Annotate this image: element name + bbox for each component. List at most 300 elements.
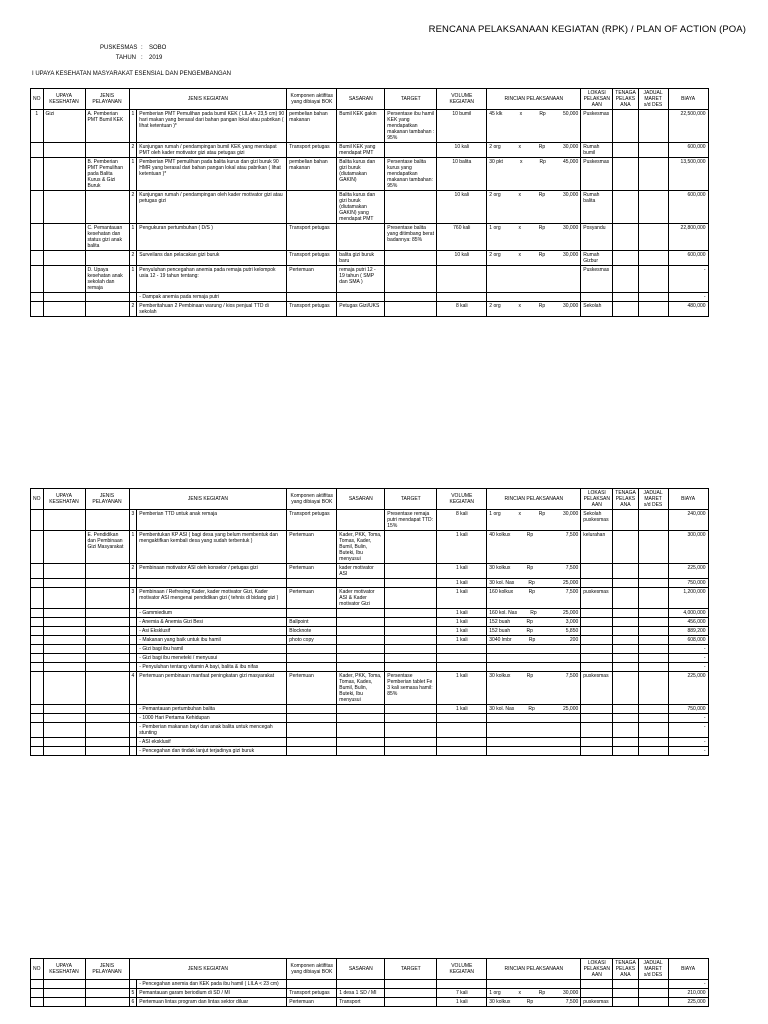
cell-komp — [287, 747, 337, 756]
rincian-r2: x — [518, 225, 521, 231]
cell-bia: 600,000 — [668, 143, 708, 158]
cell-bia: - — [668, 645, 708, 654]
rincian-r4: 200 — [569, 637, 579, 643]
rincian-r2: Rp — [528, 580, 535, 586]
cell-keg: Pemantauan garam beriodium di SD / MI — [137, 989, 287, 998]
cell-tgt — [385, 980, 437, 989]
column-header-kegiatan: JENIS KEGIATAN — [129, 959, 287, 980]
cell-komp: Transport petugas — [287, 143, 337, 158]
cell-ten — [613, 672, 638, 705]
column-header-no: NO — [31, 489, 44, 510]
cell-komp: pembelian bahan makanan — [287, 158, 337, 191]
rincian-detail — [489, 637, 578, 643]
cell-no — [31, 618, 44, 627]
cell-vol — [437, 654, 487, 663]
cell-upaya — [43, 738, 85, 747]
rincian-r2: x — [518, 511, 521, 517]
cell-sas: Bumil KEK gakin — [337, 110, 385, 143]
rincian-r3: Rp — [538, 144, 546, 150]
cell-ten — [613, 293, 638, 302]
cell-jenis: E. Pendidikan dan Pembinaan Gizi Masyarakat — [85, 531, 129, 564]
cell-lok: Rumah bumil — [581, 143, 613, 158]
cell-tgt — [385, 302, 437, 317]
column-header-upaya: UPAYA KESEHATAN — [43, 89, 85, 110]
rincian-r1: 1 org — [489, 225, 501, 231]
cell-komp: Blocknote — [287, 627, 337, 636]
cell-jenis — [85, 627, 129, 636]
cell-keg: - Gizi bagi ibu meneteki / menyusui — [137, 654, 287, 663]
cell-bia: 608,000 — [668, 636, 708, 645]
cell-keg: - Makanan yang baik untuk ibu hamil — [137, 636, 287, 645]
rincian-detail — [489, 192, 578, 198]
cell-upaya — [43, 654, 85, 663]
cell-komp: Pertemuan — [287, 998, 337, 1007]
cell-komp — [287, 191, 337, 224]
cell-kn: 2 — [129, 191, 137, 224]
cell-lok — [581, 723, 613, 738]
cell-lok — [581, 627, 613, 636]
rincian-r4: 30,000 — [562, 511, 579, 517]
tahun-row — [100, 53, 166, 63]
cell-keg: - Dampak anemia pada remaja putri — [137, 293, 287, 302]
cell-sas — [337, 663, 385, 672]
cell-vol: 1 kali — [437, 531, 487, 564]
column-header-tenaga: TENAGA PELAKS ANA — [613, 489, 638, 510]
cell-tgt — [385, 989, 437, 998]
cell-jenis — [85, 251, 129, 266]
cell-kn — [129, 293, 137, 302]
cell-vol — [437, 714, 487, 723]
cell-ten — [613, 747, 638, 756]
rincian-r1: 30 pkt — [489, 159, 503, 165]
column-header-upaya: UPAYA KESEHATAN — [43, 489, 85, 510]
cell-no — [31, 158, 44, 191]
cell-vol: 1 kali — [437, 579, 487, 588]
cell-tgt: Presentase remaja putri mendapat TTD: 15% — [385, 510, 437, 531]
column-header-jenis: JENIS PELAYANAN — [85, 489, 129, 510]
cell-upaya — [43, 224, 85, 251]
cell-keg: Pembinaan motivator ASI oleh konselor / petugas gizi — [137, 564, 287, 579]
cell-jad — [638, 158, 668, 191]
cell-upaya — [43, 191, 85, 224]
cell-jad — [638, 980, 668, 989]
cell-upaya — [43, 564, 85, 579]
cell-lok — [581, 293, 613, 302]
cell-jenis: B. Pemberian PMT Pemulihan pada Balita Kurus & Gizi Buruk — [85, 158, 129, 191]
cell-keg: - Pemberian makanan bayi dan anak balita untuk mencegah stunting — [137, 723, 287, 738]
rincian-r4: 30,000 — [562, 303, 579, 309]
table-row — [31, 645, 709, 654]
cell-keg: Pembinaan / Refresing Kader, kader motivator Gizi, Kader motivator ASI mengenai pendidikan gizi ( tehnis di bidang gizi ) — [137, 588, 287, 609]
cell-rin — [487, 564, 581, 579]
rincian-detail — [489, 225, 578, 231]
cell-lok — [581, 564, 613, 579]
cell-upaya — [43, 723, 85, 738]
table-row — [31, 747, 709, 756]
table-row — [31, 705, 709, 714]
column-header-upaya: UPAYA KESEHATAN — [43, 959, 85, 980]
cell-sas — [337, 579, 385, 588]
rincian-r2: Rp — [528, 637, 536, 643]
table-row — [31, 293, 709, 302]
cell-kn — [129, 705, 137, 714]
cell-kn — [129, 723, 137, 738]
cell-bia: 225,000 — [668, 564, 708, 579]
cell-komp — [287, 609, 337, 618]
cell-kn — [129, 714, 137, 723]
cell-lok: Puskesmas — [581, 266, 613, 293]
cell-lok — [581, 645, 613, 654]
table-row — [31, 723, 709, 738]
cell-tgt — [385, 531, 437, 564]
cell-jad — [638, 636, 668, 645]
cell-komp: Pertemuan — [287, 588, 337, 609]
cell-komp: Pertemuan — [287, 672, 337, 705]
puskesmas-value: SOBO — [149, 45, 167, 51]
cell-komp — [287, 723, 337, 738]
cell-sas: Petugas Gizi/UKS — [337, 302, 385, 317]
cell-jad — [638, 989, 668, 998]
cell-no — [31, 645, 44, 654]
rincian-r3: Rp — [539, 159, 546, 165]
rincian-r1: 2 org — [489, 144, 501, 150]
cell-ten — [613, 714, 638, 723]
cell-rin — [487, 143, 581, 158]
cell-komp: Pertemuan — [287, 266, 337, 293]
cell-rin — [487, 714, 581, 723]
cell-jad — [638, 609, 668, 618]
cell-lok — [581, 747, 613, 756]
rincian-r1: 40 kolkux — [489, 532, 511, 538]
cell-vol: 10 bumil — [437, 110, 487, 143]
cell-jad — [638, 191, 668, 224]
cell-upaya — [43, 672, 85, 705]
cell-keg: - Pencegahan dan tindak lanjut terjadinya gizi buruk — [137, 747, 287, 756]
rincian-r2: Rp — [530, 610, 537, 616]
cell-jad — [638, 293, 668, 302]
cell-jad — [638, 663, 668, 672]
poa-table-2 — [30, 488, 709, 756]
cell-jenis: D. Upaya kesehatan anak sekolah dan remaja — [85, 266, 129, 293]
rincian-r4: 30,000 — [562, 225, 579, 231]
cell-jenis — [85, 705, 129, 714]
cell-upaya — [43, 293, 85, 302]
column-header-lokasi: LOKASI PELAKSAN AAN — [581, 89, 613, 110]
cell-sas — [337, 627, 385, 636]
cell-jenis — [85, 980, 129, 989]
table-header-row — [31, 489, 709, 510]
table-row — [31, 672, 709, 705]
cell-vol: 8 kali — [437, 510, 487, 531]
cell-upaya — [43, 618, 85, 627]
cell-upaya — [43, 266, 85, 293]
document-meta — [100, 43, 166, 63]
rincian-r2: x — [518, 252, 521, 258]
cell-tgt — [385, 293, 437, 302]
cell-rin — [487, 998, 581, 1007]
cell-jad — [638, 579, 668, 588]
rincian-r1: 152 buah — [489, 619, 511, 625]
rincian-detail — [489, 628, 578, 634]
column-header-no: NO — [31, 89, 44, 110]
cell-jad — [638, 110, 668, 143]
cell-upaya — [43, 645, 85, 654]
rincian-r1: 30 kolkux — [489, 673, 511, 679]
column-header-rincian: RINCIAN PELAKSANAAN — [487, 89, 581, 110]
cell-vol: 760 kali — [437, 224, 487, 251]
poa-table-3 — [30, 958, 709, 1007]
cell-kn: 2 — [129, 564, 137, 579]
cell-lok: kelurahan — [581, 531, 613, 564]
cell-keg: Surveilans dan pelacakan gizi buruk — [137, 251, 287, 266]
cell-komp — [287, 705, 337, 714]
cell-jad — [638, 564, 668, 579]
poa-table-1 — [30, 88, 709, 317]
cell-sas — [337, 609, 385, 618]
tahun-label: TAHUN — [115, 55, 136, 61]
column-header-tenaga: TENAGA PELAKS ANA — [613, 959, 638, 980]
cell-tgt — [385, 266, 437, 293]
cell-lok: Sekolah puskesmas — [581, 510, 613, 531]
cell-kn — [129, 636, 137, 645]
cell-keg: - ASI eksklusif — [137, 738, 287, 747]
cell-jenis — [85, 564, 129, 579]
cell-bia: 600,000 — [668, 191, 708, 224]
cell-jenis — [85, 609, 129, 618]
cell-sas: 1 desa 1 SD / MI — [337, 989, 385, 998]
cell-tgt — [385, 723, 437, 738]
cell-jad — [638, 672, 668, 705]
cell-jenis — [85, 510, 129, 531]
cell-jad — [638, 738, 668, 747]
column-header-sasaran: SASARAN — [337, 89, 385, 110]
rincian-r4: 30,000 — [562, 252, 579, 258]
cell-jenis: C. Pemantauan kesehatan dan status gizi anak balita — [85, 224, 129, 251]
cell-lok: Sekolah — [581, 302, 613, 317]
cell-lok — [581, 579, 613, 588]
cell-kn: 2 — [129, 302, 137, 317]
cell-lok — [581, 654, 613, 663]
cell-ten — [613, 609, 638, 618]
cell-bia: 13,500,000 — [668, 158, 708, 191]
cell-no — [31, 738, 44, 747]
cell-kn: 1 — [129, 531, 137, 564]
cell-jenis — [85, 579, 129, 588]
cell-tgt — [385, 143, 437, 158]
column-header-jenis: JENIS PELAYANAN — [85, 959, 129, 980]
cell-no — [31, 251, 44, 266]
table-row — [31, 191, 709, 224]
cell-lok — [581, 618, 613, 627]
cell-jad — [638, 531, 668, 564]
puskesmas-label: PUSKESMAS — [100, 45, 138, 51]
cell-bia: 4,000,000 — [668, 609, 708, 618]
cell-lok — [581, 663, 613, 672]
cell-jenis — [85, 588, 129, 609]
cell-tgt — [385, 191, 437, 224]
cell-vol: 1 kali — [437, 672, 487, 705]
cell-jenis — [85, 293, 129, 302]
cell-no — [31, 998, 44, 1007]
cell-upaya: Gizi — [43, 110, 85, 143]
cell-sas: Bumil KEK yang mendapat PMT — [337, 143, 385, 158]
cell-komp — [287, 980, 337, 989]
rincian-detail — [489, 619, 578, 625]
cell-vol: 1 kali — [437, 998, 487, 1007]
cell-jad — [638, 723, 668, 738]
rincian-r2: Rp — [526, 999, 534, 1005]
cell-jenis — [85, 714, 129, 723]
cell-jenis — [85, 989, 129, 998]
cell-jenis: A. Pemberian PMT Bumil KEK — [85, 110, 129, 143]
rincian-detail — [489, 532, 578, 538]
cell-sas: Balita kurus dan gizi buruk (diutamakan GAKIN) yang mendapat PMT — [337, 191, 385, 224]
cell-upaya — [43, 627, 85, 636]
table-row — [31, 618, 709, 627]
cell-tgt — [385, 579, 437, 588]
cell-jenis — [85, 645, 129, 654]
cell-ten — [613, 510, 638, 531]
cell-sas — [337, 705, 385, 714]
rincian-r4: 30,000 — [562, 192, 579, 198]
cell-jad — [638, 302, 668, 317]
cell-jenis — [85, 998, 129, 1007]
cell-komp — [287, 645, 337, 654]
cell-kn — [129, 579, 137, 588]
cell-bia: 300,000 — [668, 531, 708, 564]
cell-ten — [613, 143, 638, 158]
cell-kn — [129, 618, 137, 627]
cell-lok — [581, 636, 613, 645]
cell-no — [31, 266, 44, 293]
cell-bia: - — [668, 723, 708, 738]
rincian-r4: 7,500 — [565, 565, 579, 571]
cell-tgt — [385, 251, 437, 266]
cell-tgt — [385, 998, 437, 1007]
cell-tgt — [385, 645, 437, 654]
cell-rin — [487, 302, 581, 317]
cell-sas: Balita kurus dan gizi buruk (diutamakan GAKIN) — [337, 158, 385, 191]
cell-no: 1 — [31, 110, 44, 143]
cell-no — [31, 579, 44, 588]
cell-tgt — [385, 618, 437, 627]
column-header-target: TARGET — [385, 489, 437, 510]
cell-rin — [487, 747, 581, 756]
rincian-detail — [489, 511, 578, 517]
cell-komp: Transport petugas — [287, 251, 337, 266]
cell-jad — [638, 224, 668, 251]
cell-bia: - — [668, 293, 708, 302]
cell-keg — [137, 579, 287, 588]
tahun-value: 2019 — [149, 55, 163, 61]
cell-jad — [638, 588, 668, 609]
cell-no — [31, 663, 44, 672]
rincian-r1: 30 kolkux — [489, 565, 511, 571]
cell-keg: Pertemuan lintas program dan lintas sektor diluar — [137, 998, 287, 1007]
cell-sas: Kader, PKK, Toma, Tomas, Kades, Bumil, Bulin, Buteki, Ibu menyusui — [337, 672, 385, 705]
cell-no — [31, 723, 44, 738]
cell-jad — [638, 998, 668, 1007]
cell-kn: 1 — [129, 110, 137, 143]
cell-jenis — [85, 618, 129, 627]
rincian-r3: Rp — [538, 225, 546, 231]
cell-tgt — [385, 627, 437, 636]
rincian-r2: Rp — [526, 532, 534, 538]
cell-rin — [487, 663, 581, 672]
column-header-sasaran: SASARAN — [337, 489, 385, 510]
cell-sas — [337, 510, 385, 531]
column-header-biaya: BIAYA — [668, 489, 708, 510]
table-row — [31, 636, 709, 645]
cell-ten — [613, 636, 638, 645]
cell-tgt: Persentase Pemberian tablet Fe 3 kali semasa hamil: 85% — [385, 672, 437, 705]
cell-bia: 1,200,000 — [668, 588, 708, 609]
puskesmas-row — [100, 43, 166, 53]
cell-jenis — [85, 302, 129, 317]
cell-rin — [487, 609, 581, 618]
cell-tgt — [385, 714, 437, 723]
cell-keg: Kunjungan rumah / pendampingan bumil KEK yang mendapat PMT oleh kader motivator gizi atau petugas gizi — [137, 143, 287, 158]
cell-tgt — [385, 654, 437, 663]
cell-no — [31, 531, 44, 564]
rincian-r2: x — [518, 144, 521, 150]
column-header-lokasi: LOKASI PELAKSAN AAN — [581, 959, 613, 980]
cell-lok: Rumah balita — [581, 191, 613, 224]
cell-ten — [613, 738, 638, 747]
rincian-r1: 160 kolkux — [489, 589, 514, 595]
table-row — [31, 266, 709, 293]
cell-kn — [129, 980, 137, 989]
cell-vol — [437, 980, 487, 989]
column-header-kegiatan: JENIS KEGIATAN — [129, 489, 287, 510]
cell-sas: Transport — [337, 998, 385, 1007]
cell-bia: 600,000 — [668, 251, 708, 266]
table-row — [31, 998, 709, 1007]
cell-upaya — [43, 609, 85, 618]
cell-vol: 1 kali — [437, 609, 487, 618]
rincian-r1: 2 org — [489, 192, 501, 198]
cell-upaya — [43, 747, 85, 756]
cell-upaya — [43, 531, 85, 564]
column-header-komponen: Komponen aktifitas yang dibiayai BOK — [287, 959, 337, 980]
cell-keg: Pemberian PMT pemulihan pada balita kurus dan gizi buruk 90 HMR yang berasal dari bahan pangan lokal atau pabrikan ( lihat ketentuan )* — [137, 158, 287, 191]
cell-kn — [129, 645, 137, 654]
cell-komp: Transport petugas — [287, 989, 337, 998]
table-row — [31, 564, 709, 579]
cell-vol — [437, 738, 487, 747]
cell-vol: 8 kali — [437, 302, 487, 317]
cell-rin — [487, 723, 581, 738]
table-row — [31, 654, 709, 663]
cell-komp — [287, 654, 337, 663]
cell-bia: 240,000 — [668, 510, 708, 531]
cell-bia: 750,000 — [668, 705, 708, 714]
cell-jad — [638, 747, 668, 756]
rincian-r2: x — [518, 192, 521, 198]
document-title: RENCANA PELAKSANAAN KEGIATAN (RPK) / PLAN OF ACTION (POA) — [428, 24, 746, 35]
table-header-row — [31, 959, 709, 980]
cell-vol: 1 kali — [437, 588, 487, 609]
cell-sas — [337, 980, 385, 989]
cell-no — [31, 672, 44, 705]
cell-lok — [581, 714, 613, 723]
column-header-jadwal: JADUAL MARET s/d DES — [638, 489, 668, 510]
cell-keg: Pengukuran pertumbuhan ( D/S ) — [137, 224, 287, 251]
cell-bia: 210,000 — [668, 989, 708, 998]
rincian-r3: Rp — [538, 192, 546, 198]
cell-upaya — [43, 510, 85, 531]
cell-upaya — [43, 143, 85, 158]
